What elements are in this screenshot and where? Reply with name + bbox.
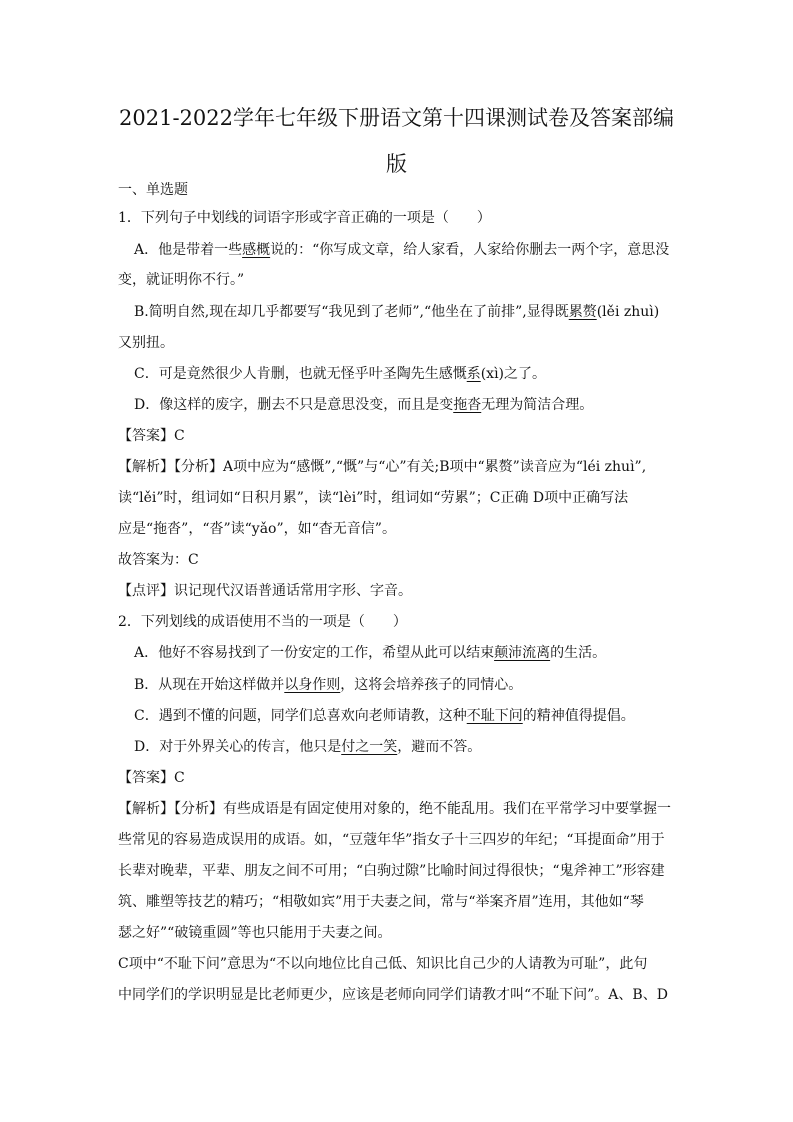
q2-option-c [134, 706, 678, 726]
q2-a-text-post: 的生活。 [550, 645, 607, 661]
q2-analysis-line-5: 瑟之好”“破镜重圆”等也只能用于夫妻之间。 [118, 925, 392, 941]
q1-option-b [134, 302, 678, 322]
q2-d-text: D．对于外界关心的传言，他只是 [134, 739, 342, 755]
q1-option-a [134, 240, 678, 260]
q2-a-underlined: 颠沛流离 [494, 645, 551, 661]
q2-analysis-line-3: 长辈对晚辈，平辈、朋友之间不可用；“白驹过隙”比喻时间过得很快；“鬼斧神工”形容建 [118, 863, 665, 879]
q2-b-text-post: ，这将会培养孩子的同情心。 [340, 677, 523, 693]
q1-c-text: C．可是竟然很少人肯删，也就无怪乎叶圣陶先生感慨 [134, 366, 467, 382]
q1-comment: 【点评】识记现代汉语普通话常用字形、字音。 [118, 583, 412, 599]
q1-stem: 1．下列句子中划线的词语字形或字音正确的一项是（ ） [118, 210, 491, 226]
q1-a-text-post: 说的：“你写成文章，给人家看，人家给你删去一两个字，意思没 [270, 242, 670, 258]
q1-analysis-line-2: 读“lěi”时，组词如“日积月累”，读“lèi”时，组词如“劳累”；C正确 D项中正确写法 [118, 490, 629, 506]
q2-stem: 2．下列划线的成语使用不当的一项是（ ） [118, 614, 407, 630]
q1-c-text-post: (xì)之了。 [480, 366, 547, 382]
q1-d-text: D．像这样的废字，删去不只是意思没变，而且是变 [134, 397, 454, 413]
q2-b-underlined: 以身作则 [284, 677, 341, 693]
q2-d-underlined: 付之一笑 [341, 739, 398, 755]
q1-b-text-post: (lěi zhuì) [596, 304, 660, 320]
q2-option-b [134, 675, 678, 695]
q2-option-d [134, 737, 678, 757]
q1-analysis-line-1: 【解析】【分析】A项中应为“感慨”,“慨”与“心”有关;B项中“累赘”读音应为“léi zhuì”, [118, 459, 647, 475]
title-line-1: 2021-2022学年七年级下册语文第十四课测试卷及答案部编 [119, 106, 674, 130]
section-heading: 一、单选题 [118, 182, 188, 198]
q1-b-underlined: 累赘 [568, 304, 597, 320]
q1-option-d [134, 395, 678, 415]
q1-c-underlined: 系 [466, 366, 481, 382]
title-line-2: 版 [386, 152, 407, 176]
q1-conclusion: 故答案为：C [118, 552, 199, 568]
q1-a-text: A．他是带着一些 [134, 242, 243, 258]
q2-analysis-line-1: 【解析】【分析】有些成语是有固定使用对象的，绝不能乱用。我们在平常学习中要掌握一 [118, 801, 671, 817]
q1-analysis-line-3: 应是“拖沓”，“沓”读“yǎo”，如“杳无音信”。 [118, 521, 396, 537]
q1-option-a-cont: 变，就证明你不行。” [118, 272, 245, 288]
q2-answer: 【答案】C [118, 770, 185, 786]
q2-analysis-line-7: 中同学们的学识明显是比老师更少，应该是老师向同学们请教才叫“不耻下问”。A、B、D [118, 987, 668, 1003]
q2-c-text: C．遇到不懂的问题，同学们总喜欢向老师请教，这种 [134, 708, 467, 724]
q1-option-c [134, 364, 678, 384]
q2-c-underlined: 不耻下问 [466, 708, 523, 724]
q1-answer: 【答案】C [118, 428, 185, 444]
q2-analysis-line-2: 些常见的容易造成误用的成语。如，“豆蔻年华”指女子十三四岁的年纪；“耳提面命”用于 [118, 832, 665, 848]
q2-a-text: A．他好不容易找到了一份安定的工作，希望从此可以结束 [134, 645, 495, 661]
q2-analysis-line-4: 筑、雕塑等技艺的精巧；“相敬如宾”用于夫妻之间，常与“举案齐眉”连用，其他如“琴 [118, 894, 644, 910]
q2-d-text-post: ，避而不答。 [397, 739, 482, 755]
q1-d-underlined: 拖沓 [453, 397, 482, 413]
q1-option-b-cont: 又别扭。 [118, 335, 174, 351]
q2-option-a [134, 643, 678, 663]
q1-b-text: B.简明自然,现在却几乎都要写“我见到了老师”,“他坐在了前排”,显得既 [134, 304, 569, 320]
q2-analysis-line-6: C项中“不耻下问”意思为“不以向地位比自己低、知识比自己少的人请教为可耻”，此句 [118, 956, 648, 972]
q2-b-text: B．从现在开始这样做并 [134, 677, 285, 693]
document-title [100, 98, 693, 184]
q2-c-text-post: 的精神值得提倡。 [522, 708, 635, 724]
q1-d-text-post: 无理为简洁合理。 [481, 397, 594, 413]
q1-a-underlined: 感概 [242, 242, 271, 258]
